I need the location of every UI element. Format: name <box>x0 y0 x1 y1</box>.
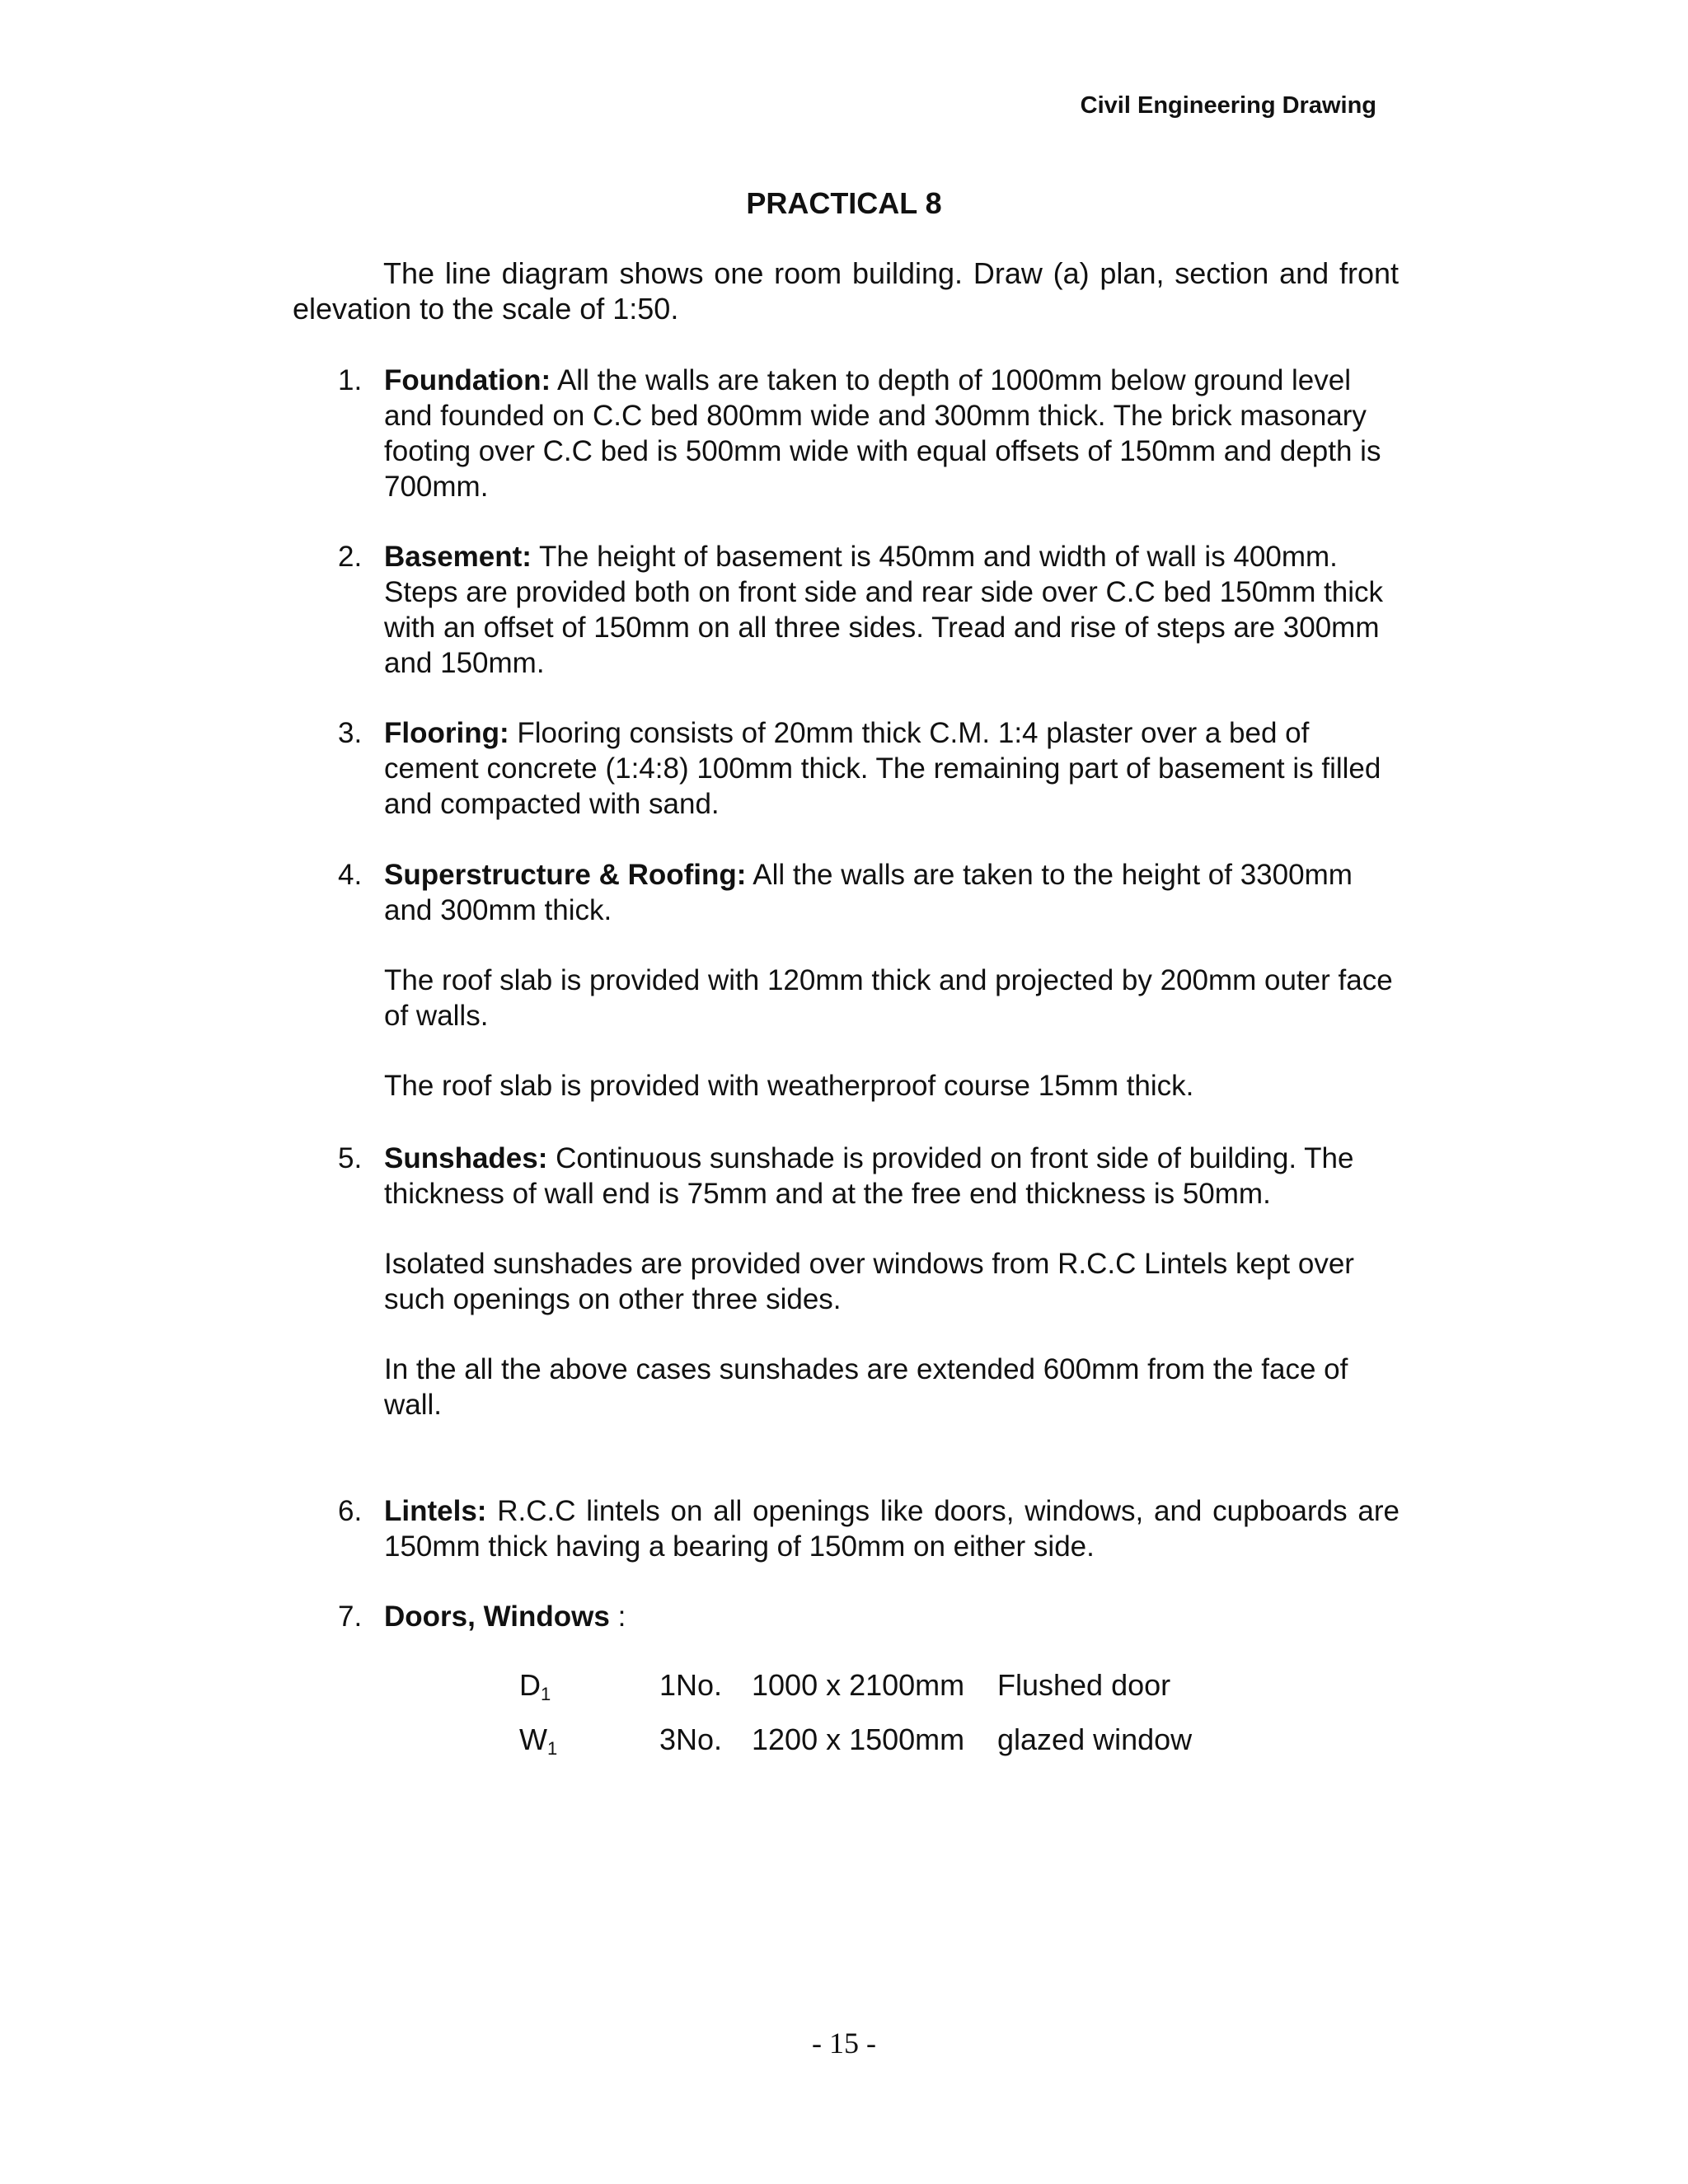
schedule-row-door <box>519 1668 1261 1704</box>
intro-paragraph: The line diagram shows one room building. Draw (a) plan, section and front elevation to the scale of 1:50. <box>293 256 1399 326</box>
item-text: All the walls are taken to the height of 3300mm and 300mm thick. <box>384 859 1353 926</box>
item-body <box>384 1599 1400 1634</box>
item-paragraph <box>384 715 1400 822</box>
item-number: 6. <box>338 1495 363 1527</box>
page-title: PRACTICAL 8 <box>746 186 942 220</box>
item-paragraph <box>384 1599 1400 1634</box>
opening-code: $W_1$ <box>519 1722 558 1759</box>
opening-quantity: 3No. <box>659 1722 723 1756</box>
item-text: All the walls are taken to depth of 1000mm below ground level and founded on C.C bed 800mm wide and 300mm thick. The brick masonary footing over C.C bed is 500mm wide with equal offsets of 150mm and depth is 700mm. <box>384 364 1381 503</box>
opening-type: Flushed door <box>997 1668 1171 1702</box>
opening-code-subscript: 1 <box>541 1684 551 1704</box>
item-text: Continuous sunshade is provided on front side of building. The thickness of wall end is 75mm and at the free end thickness is 50mm. <box>384 1142 1354 1210</box>
opening-size: 1200 x 1500mm <box>752 1722 965 1756</box>
item-number: 4. <box>338 859 363 891</box>
opening-type: glazed window <box>997 1722 1193 1756</box>
item-paragraph <box>384 363 1400 504</box>
item-paragraph <box>384 1493 1400 1564</box>
item-heading: Doors, Windows <box>384 1601 610 1633</box>
item-heading: Lintels: <box>384 1495 487 1527</box>
item-heading-suffix: : <box>609 1601 626 1633</box>
schedule-row-window <box>519 1722 1261 1759</box>
opening-size: 1000 x 2100mm <box>752 1668 965 1702</box>
item-heading: Flooring: <box>384 717 509 749</box>
item-text: Flooring consists of 20mm thick C.M. 1:4 plaster over a bed of cement concrete (1:4:8) 100mm thick. The remaining part of basement is filled and compacted with sand. <box>384 717 1381 820</box>
item-paragraph: The roof slab is provided with weatherproof course 15mm thick. <box>384 1070 1194 1102</box>
item-paragraph: In the all the above cases sunshades are extended 600mm from the face of wall. <box>384 1353 1348 1421</box>
item-body <box>384 363 1400 504</box>
item-number: 3. <box>338 717 363 749</box>
item-body <box>384 715 1400 822</box>
running-header: Civil Engineering Drawing <box>1080 92 1376 119</box>
item-number: 2. <box>338 541 363 573</box>
item-heading: Superstructure & Roofing: <box>384 859 747 891</box>
item-paragraph: The roof slab is provided with 120mm thick and projected by 200mm outer face of walls. <box>384 964 1393 1032</box>
item-paragraph <box>384 857 1400 928</box>
page-number: - 15 - <box>812 2027 876 2060</box>
opening-quantity: 1No. <box>659 1668 723 1702</box>
item-text: The height of basement is 450mm and width of wall is 400mm. Steps are provided both on front side and rear side over C.C bed 150mm thick with an offset of 150mm on all three sides. Tread and rise of steps are 300mm and 150mm. <box>384 541 1384 679</box>
item-text: R.C.C lintels on all openings like doors, windows, and cupboards are 150mm thick having a bearing of 150mm on either side. <box>384 1495 1400 1563</box>
item-paragraph: Isolated sunshades are provided over windows from R.C.C Lintels kept over such openings on other three sides. <box>384 1248 1354 1315</box>
item-number: 7. <box>338 1601 363 1633</box>
item-body <box>384 857 1400 1104</box>
item-heading: Basement: <box>384 541 532 573</box>
item-body <box>384 539 1400 681</box>
item-heading: Foundation: <box>384 364 551 396</box>
opening-code: $D_1$ <box>519 1668 551 1704</box>
item-heading: Sunshades: <box>384 1142 548 1174</box>
item-body <box>384 1493 1400 1564</box>
item-paragraph <box>384 1141 1400 1212</box>
item-paragraph <box>384 539 1400 681</box>
item-body <box>384 1141 1400 1422</box>
item-number: 1. <box>338 364 363 396</box>
opening-code-subscript: 1 <box>546 1738 558 1759</box>
item-number: 5. <box>338 1142 363 1174</box>
